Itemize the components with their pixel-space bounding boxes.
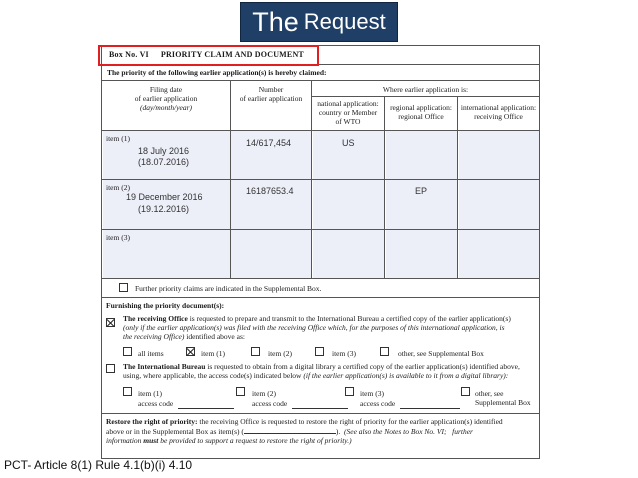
form-box-vi: [101, 45, 540, 459]
box-number: Box No. VI: [109, 50, 149, 59]
row1-filing-date[interactable]: 18 July 2016: [138, 146, 190, 156]
international-bureau-text: The International Bureau is requested to obtain from a digital library a certified copy of the earlier application(s) identified above, using, where applicable, the access code(s) indicated below (if the earlier application(s) is available to it from a digital library):: [123, 362, 520, 380]
row1-application-number[interactable]: 14/617,454: [246, 138, 292, 148]
restore-right-of-priority: Restore the right of priority: the receiving Office is requested to restore the right of priority for the earlier application(s) identified above or in the Supplemental Box as item(s) ( ). (See also the Notes to Box No. VI; further information must be provided to support a request to restore the right of priority.): [106, 417, 503, 445]
ib-item1-checkbox[interactable]: [123, 387, 132, 396]
ib-other-label: other, see Supplemental Box: [475, 389, 531, 407]
receiving-office-text: The receiving Office is requested to prepare and transmit to the International Bureau a certified copy of the earlier application(s) (only if the earlier application(s) was filed with the receiving Office which, for the purposes of this international application, is the receiving Office) identified above as:: [123, 314, 511, 341]
item3-checkbox[interactable]: [315, 347, 324, 356]
row2-filing-date[interactable]: 19 December 2016: [126, 192, 203, 202]
item1-label: item (1): [201, 349, 225, 358]
further-claims-label: Further priority claims are indicated in the Supplemental Box.: [135, 284, 322, 293]
ib-item2-access-label: access code: [252, 399, 288, 408]
ib-item1-label: item (1): [138, 389, 162, 398]
row2-filing-date-numeric[interactable]: (19.12.2016): [138, 204, 190, 214]
ib-item2-checkbox[interactable]: [236, 387, 245, 396]
further-claims-checkbox[interactable]: [119, 283, 128, 292]
row1-filing-date-numeric[interactable]: (18.07.2016): [138, 157, 190, 167]
item2-label: item (2): [268, 349, 292, 358]
row1-item-label: item (1): [106, 134, 130, 143]
ib-item2-access-field[interactable]: [292, 408, 348, 409]
row1-national-country[interactable]: US: [342, 138, 355, 148]
row2-item-label: item (2): [106, 183, 130, 192]
item2-checkbox[interactable]: [251, 347, 260, 356]
ib-item3-access-label: access code: [360, 399, 396, 408]
ib-item2-label: item (2): [252, 389, 276, 398]
all-items-checkbox[interactable]: [123, 347, 132, 356]
box-header-highlight: [98, 45, 319, 66]
slide-title: [240, 2, 398, 42]
col-regional-header: regional application: regional Office: [390, 103, 452, 121]
box-title: PRIORITY CLAIM AND DOCUMENT: [160, 50, 304, 59]
slide-footer: PCT- Article 8(1) Rule 4.1(b)(i) 4.10: [4, 458, 193, 472]
col-international-header: international application: receiving Office: [460, 103, 537, 121]
item1-checkbox[interactable]: [186, 347, 195, 356]
col-national-header: national application: country or Member of WTO: [317, 99, 379, 126]
ib-item1-access-field[interactable]: [178, 408, 234, 409]
other-supplemental-checkbox[interactable]: [380, 347, 389, 356]
ib-other-checkbox[interactable]: [461, 387, 470, 396]
claim-statement: The priority of the following earlier application(s) is hereby claimed:: [107, 68, 327, 77]
row3-item-label: item (3): [106, 233, 130, 242]
col-number-header: Number of earlier application: [239, 85, 303, 103]
all-items-label: all items: [138, 349, 164, 358]
row2-regional-office[interactable]: EP: [415, 186, 428, 196]
col-where-header: Where earlier application is:: [382, 85, 469, 94]
ib-item3-checkbox[interactable]: [345, 387, 354, 396]
row2-application-number[interactable]: 16187653.4: [246, 186, 294, 196]
item3-label: item (3): [332, 349, 356, 358]
international-bureau-checkbox[interactable]: [106, 364, 115, 373]
receiving-office-checkbox[interactable]: [106, 318, 115, 327]
col-filing-date-header: Filing date of earlier application (day/month/year): [134, 85, 198, 112]
title-word-request: Request: [303, 9, 386, 34]
ib-item3-label: item (3): [360, 389, 384, 398]
restore-items-field[interactable]: [244, 426, 336, 434]
title-word-the: The: [252, 6, 299, 37]
furnishing-heading: Furnishing the priority document(s):: [106, 301, 225, 310]
ib-item3-access-field[interactable]: [400, 408, 460, 409]
ib-item1-access-label: access code: [138, 399, 174, 408]
other-supplemental-label: other, see Supplemental Box: [398, 349, 484, 358]
